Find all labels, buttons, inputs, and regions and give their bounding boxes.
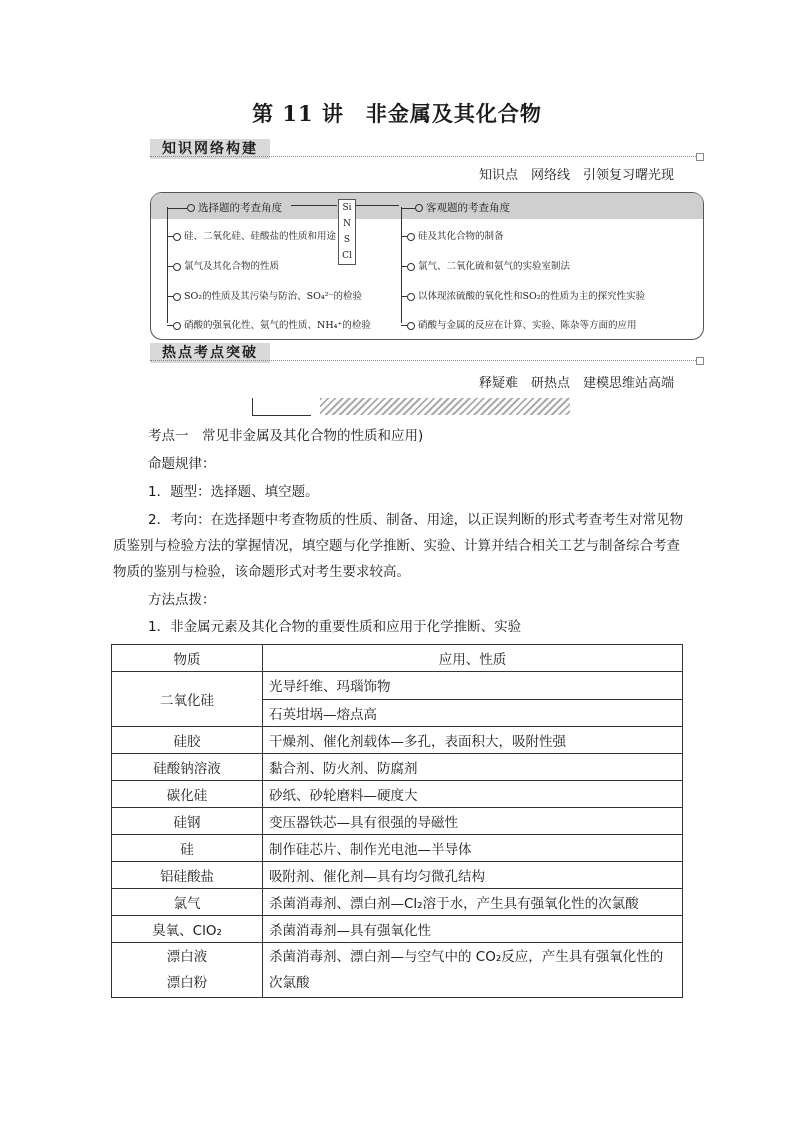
use-cell: 制作硅芯片、制作光电池—半导体 [263, 835, 683, 862]
use-cell: 吸附剂、催化剂—具有均匀微孔结构 [263, 862, 683, 889]
rule-2: 2．考向：在选择题中考查物质的性质、制备、用途，以正误判断的形式考查考生对常见物质鉴别与检验方法的掌握情况，填空题与化学推断、实验、计算并结合相关工艺与制备综合考查物质的鉴别与检验，该命题形式对考生要求较高。 [113, 512, 684, 580]
section-heading: 热点考点突破 [150, 343, 270, 363]
divider [150, 156, 696, 157]
table-row [112, 754, 683, 781]
table-row [112, 943, 683, 998]
use-cell: 光导纤维、玛瑙饰物 [263, 672, 683, 700]
left-item: 氯气及其化合物的性质 [167, 258, 279, 272]
table-row [112, 727, 683, 754]
node-dot-icon [173, 322, 181, 330]
decorative-bracket [252, 398, 311, 416]
section-heading: 知识网络构建 [150, 139, 270, 159]
section-bar-hotspots [150, 343, 704, 363]
table-row [112, 781, 683, 808]
node-dot-icon [407, 263, 415, 271]
knowledge-mindmap [150, 192, 704, 340]
left-item: 硅、二氧化硅、硅酸盐的性质和用途 [167, 228, 336, 242]
use-cell: 黏合剂、防火剂、防腐剂 [263, 754, 683, 781]
topic-heading: 考点一 常见非金属及其化合物的性质和应用) [148, 428, 424, 444]
rule-1: 1．题型：选择题、填空题。 [148, 484, 319, 500]
label-fangfa: 方法点拨： [148, 592, 216, 608]
substance-cell: 漂白液 漂白粉 [112, 943, 263, 998]
left-header: 选择题的考查角度 [167, 200, 282, 215]
node-dot-icon [173, 263, 181, 271]
table-row [112, 808, 683, 835]
substance-cell: 硅钢 [112, 808, 263, 835]
corner-square-icon [696, 153, 704, 161]
node-dot-icon [407, 293, 415, 301]
point-1: 1．非金属元素及其化合物的重要性质和应用于化学推断、实验 [148, 619, 522, 635]
element-si: Si [342, 203, 352, 213]
substance-cell: 臭氧、ClO₂ [112, 916, 263, 943]
section-subtitle: 释疑难 研热点 建模思维站高端 [478, 376, 674, 391]
node-dot-icon [187, 204, 195, 212]
element-s: S [343, 235, 351, 245]
use-cell: 变压器铁芯—具有很强的导磁性 [263, 808, 683, 835]
right-item: 硝酸与金属的反应在计算、实验、陈杂等方面的应用 [401, 317, 637, 331]
right-item: 氯气、二氧化硫和氨气的实验室制法 [401, 258, 570, 272]
substance-cell: 硅 [112, 835, 263, 862]
table-row [112, 862, 683, 889]
use-cell: 杀菌消毒剂、漂白剂—Cl₂溶于水，产生具有强氧化性的次氯酸 [263, 889, 683, 916]
use-cell: 砂纸、砂轮磨料—硬度大 [263, 781, 683, 808]
header-cell: 物质 [112, 645, 263, 672]
node-dot-icon [415, 204, 423, 212]
corner-square-icon [696, 357, 704, 365]
substance-cell: 氯气 [112, 889, 263, 916]
arrow-left-line [291, 205, 337, 206]
decorative-hatch [320, 398, 570, 415]
left-item: SO₂的性质及其污染与防治、SO₄²⁻的检验 [167, 288, 362, 302]
element-box [338, 199, 356, 265]
header-cell: 应用、性质 [263, 645, 683, 672]
table-row [112, 835, 683, 862]
right-item: 以体现浓硫酸的氧化性和SO₂的性质为主的探究性实验 [401, 288, 645, 302]
use-cell: 干燥剂、催化剂载体—多孔，表面积大，吸附性强 [263, 727, 683, 754]
table-row [112, 672, 683, 700]
substance-cell: 铝硅酸盐 [112, 862, 263, 889]
table-row [112, 916, 683, 943]
node-dot-icon [407, 322, 415, 330]
properties-table [111, 644, 683, 998]
node-dot-icon [407, 233, 415, 241]
element-cl: Cl [342, 251, 352, 261]
page-title: 第 11 讲 非金属及其化合物 [252, 101, 542, 126]
left-item: 硝酸的强氧化性、氨气的性质、NH₄⁺的检验 [167, 317, 371, 331]
label-mingti: 命题规律： [148, 456, 216, 472]
substance-cell: 二氧化硅 [112, 672, 263, 727]
substance-cell: 碳化硅 [112, 781, 263, 808]
node-dot-icon [173, 293, 181, 301]
node-dot-icon [173, 233, 181, 241]
arrow-right-line [355, 205, 399, 206]
table-header-row [112, 645, 683, 672]
section-subtitle: 知识点 网络线 引领复习曙光现 [478, 168, 674, 183]
use-cell: 石英坩埚—熔点高 [263, 699, 683, 727]
use-cell: 杀菌消毒剂、漂白剂—与空气中的 CO₂反应，产生具有强氧化性的次氯酸 [263, 943, 683, 998]
element-n: N [343, 219, 351, 229]
use-cell: 杀菌消毒剂—具有强氧化性 [263, 916, 683, 943]
divider [150, 360, 696, 361]
table-row [112, 889, 683, 916]
right-header: 客观题的考查角度 [401, 200, 510, 215]
substance-cell: 硅胶 [112, 727, 263, 754]
section-bar-knowledge [150, 139, 704, 159]
right-item: 硅及其化合物的制备 [401, 228, 504, 242]
substance-cell: 硅酸钠溶液 [112, 754, 263, 781]
